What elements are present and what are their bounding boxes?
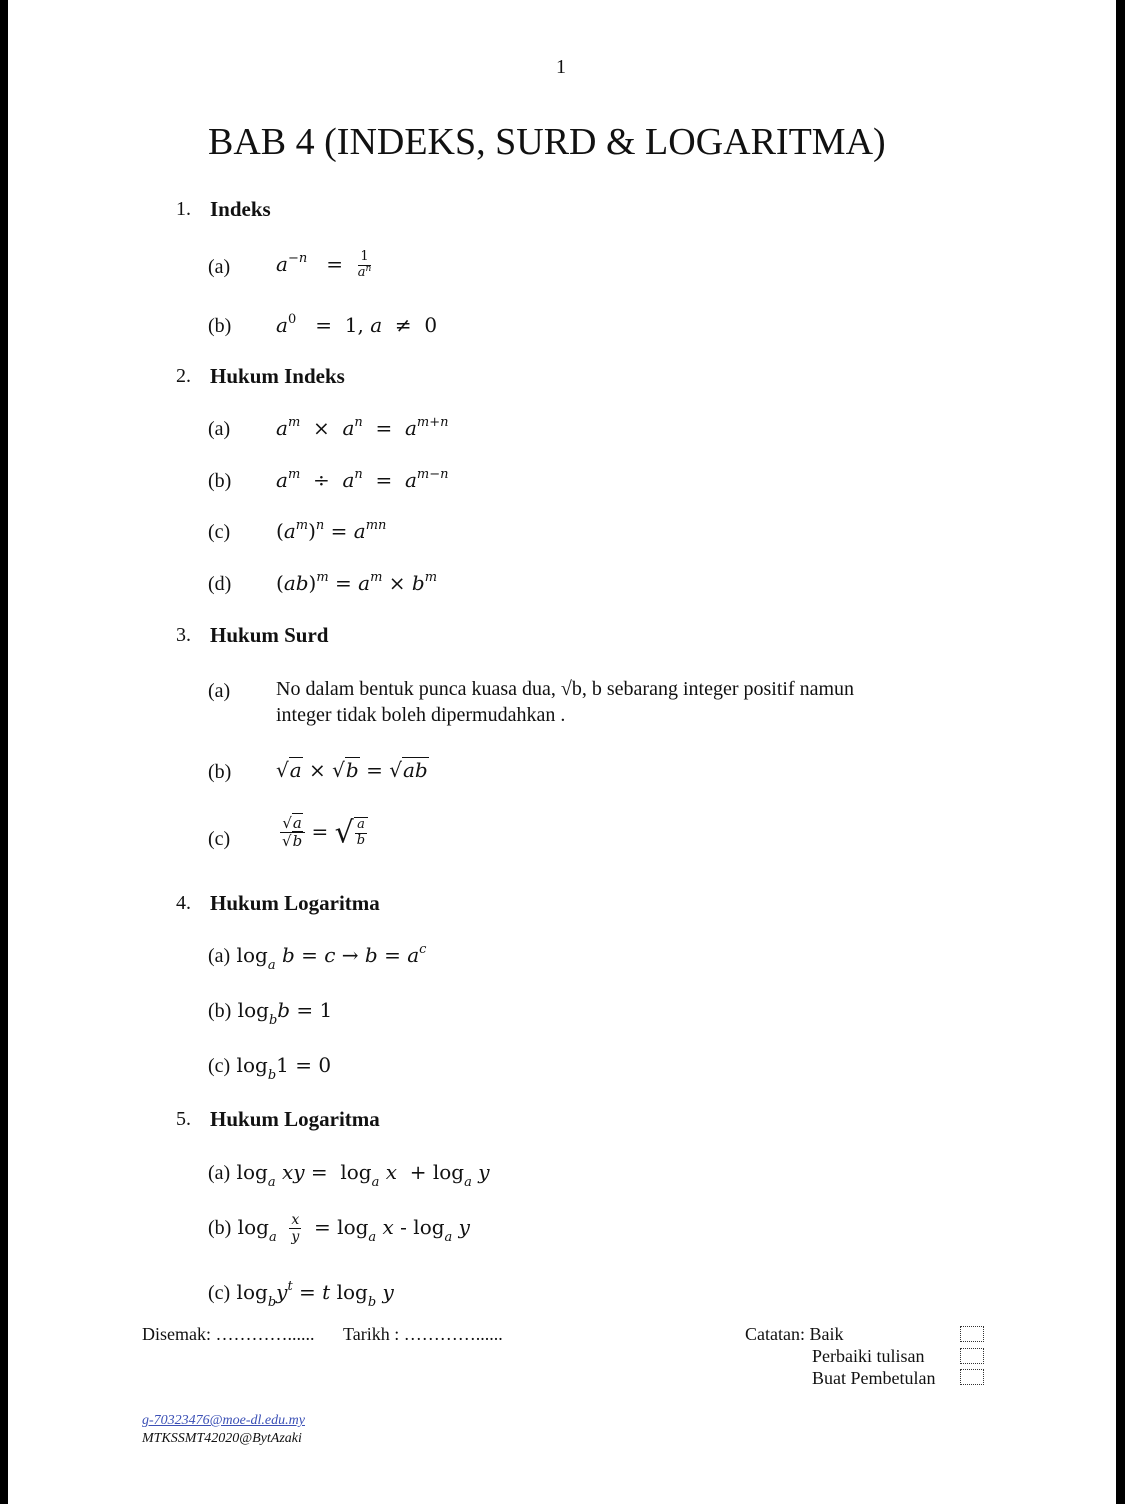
surd-description-line2: integer tidak boleh dipermudahkan . bbox=[276, 704, 566, 726]
document-page bbox=[8, 0, 1116, 1504]
formula-log-base-self: (b) $\log_bb = 1$ bbox=[208, 998, 333, 1028]
item-label: (d) bbox=[208, 573, 232, 595]
note-improve-writing: Perbaiki tulisan bbox=[812, 1346, 925, 1366]
formula-log-definition: (a) $\log_a b = c \to b = a^c$ bbox=[208, 942, 427, 973]
section-number: 2. bbox=[176, 365, 191, 387]
formula-multiply: $a^m \times a^n = a^{m+n}$ bbox=[276, 415, 449, 440]
section-number: 5. bbox=[176, 1108, 191, 1130]
checkbox-good[interactable] bbox=[960, 1326, 984, 1342]
surd-description-line1: No dalam bentuk punca kuasa dua, √b, b sebarang integer positif namun bbox=[276, 678, 855, 700]
date-field: Tarikh : …………...... bbox=[343, 1324, 503, 1344]
formula-log-quotient: (b) $\log_a$ $\frac{x}{y}$ = $\log_a x - \log_a y$ bbox=[208, 1212, 470, 1246]
formula-log-one: (c) $\log_b1 = 0$ bbox=[208, 1053, 332, 1083]
item-label: (b) bbox=[208, 761, 232, 783]
formula-surd-multiply: √a × √b = √ab bbox=[276, 758, 428, 782]
section-number: 3. bbox=[176, 624, 191, 646]
item-label: (a) bbox=[208, 418, 231, 440]
formula-surd-divide: $\frac{√a}{√b}$ = √ $\frac{a}{b}$ bbox=[280, 815, 368, 851]
formula-negative-index: $a^{-n}$ = $\frac{1}{a^n}$ bbox=[276, 249, 372, 280]
formula-log-product: (a) $\log_a$ xy = $\log_a x + \log_a y$ bbox=[208, 1160, 490, 1190]
section-heading: Hukum Surd bbox=[210, 623, 329, 647]
item-label: (b) bbox=[208, 470, 232, 492]
section-heading: Hukum Logaritma bbox=[210, 891, 380, 915]
note-corrections: Buat Pembetulan bbox=[812, 1368, 936, 1388]
email-link[interactable]: g-70323476@moe-dl.edu.my bbox=[142, 1413, 305, 1428]
checkbox-improve-writing[interactable] bbox=[960, 1348, 984, 1364]
page-number: 1 bbox=[556, 56, 566, 78]
formula-power: $(a^m)^n = a^{mn}$ bbox=[276, 518, 387, 543]
note-good: Catatan: Baik bbox=[745, 1324, 844, 1344]
section-heading: Indeks bbox=[210, 197, 271, 221]
item-label: (c) bbox=[208, 828, 231, 850]
item-label: (b) bbox=[208, 315, 232, 337]
item-label: (a) bbox=[208, 680, 231, 702]
section-number: 4. bbox=[176, 892, 191, 914]
checkbox-corrections[interactable] bbox=[960, 1369, 984, 1385]
formula-zero-index: $a^0 = 1$, a ≠ 0 bbox=[276, 312, 438, 337]
formula-log-power: (c) $\log_by^t = t$ $\log_b y$ bbox=[208, 1279, 394, 1310]
page-title: BAB 4 (INDEKS, SURD & LOGARITMA) bbox=[208, 121, 886, 163]
checked-by-field: Disemak: …………...... bbox=[142, 1324, 315, 1344]
item-label: (a) bbox=[208, 256, 231, 278]
formula-divide: $a^m \div a^n = a^{m-n}$ bbox=[276, 467, 449, 492]
item-label: (c) bbox=[208, 521, 231, 543]
section-heading: Hukum Logaritma bbox=[210, 1107, 380, 1131]
formula-product-power: $(ab)^m = a^m \times b^m$ bbox=[276, 570, 438, 595]
section-heading: Hukum Indeks bbox=[210, 364, 345, 388]
document-code: MTKSSMT42020@BytAzaki bbox=[142, 1431, 302, 1446]
section-number: 1. bbox=[176, 198, 191, 220]
